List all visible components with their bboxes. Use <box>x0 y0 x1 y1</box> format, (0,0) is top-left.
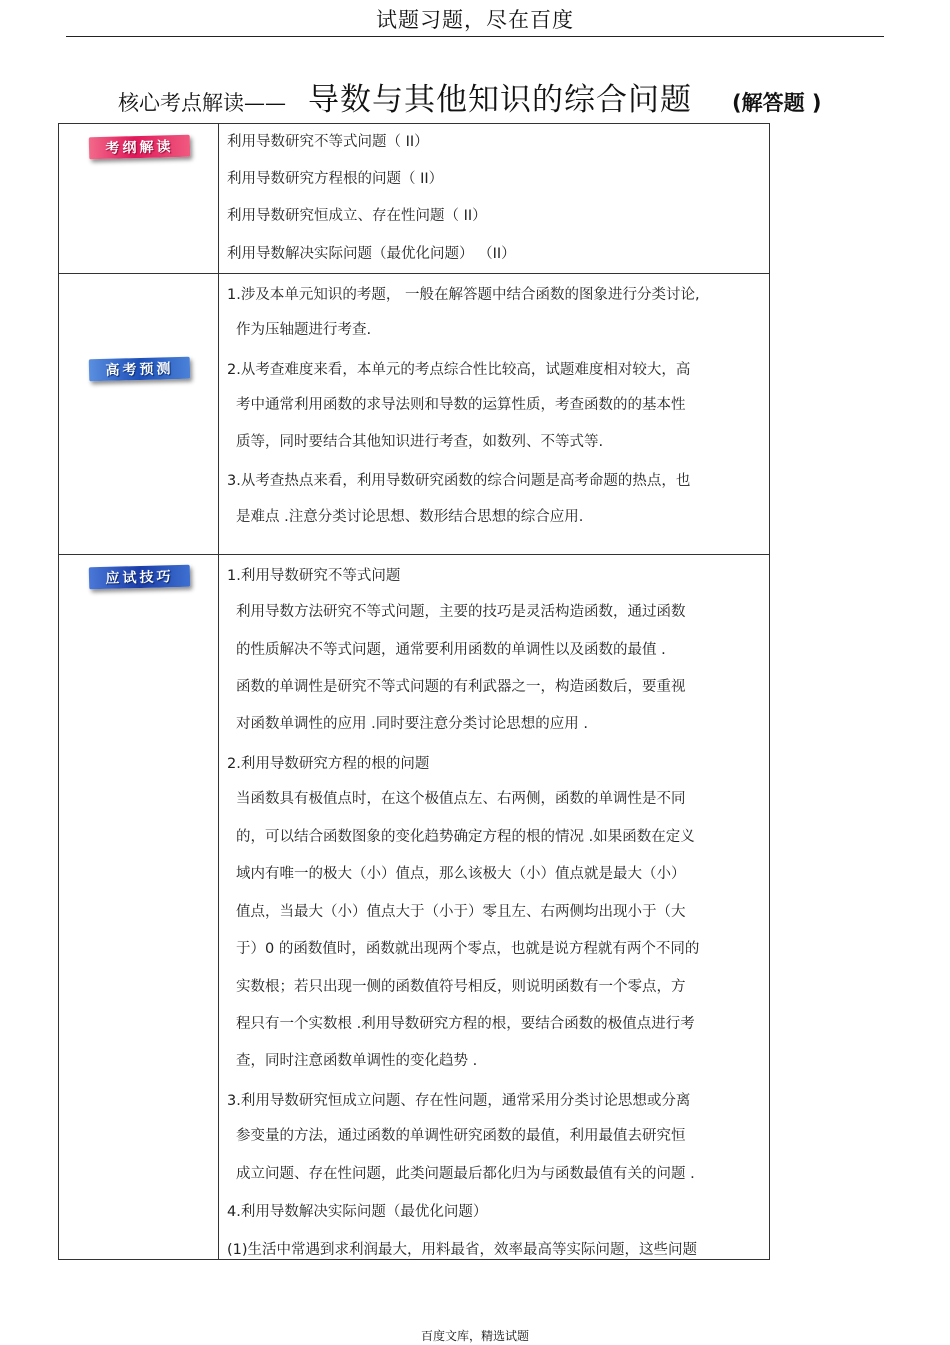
skills-line: 4.利用导数解决实际问题（最优化问题） <box>227 1204 488 1220</box>
document-title <box>118 74 822 118</box>
skills-row <box>59 554 769 1259</box>
skills-line: 函数的单调性是研究不等式问题的有利武器之一，构造函数后，要重视 <box>236 679 686 695</box>
skills-line: 的，可以结合函数图象的变化趋势确定方程的根的情况 .如果函数在定义 <box>236 829 695 845</box>
skills-line: 当函数具有极值点时，在这个极值点左、右两侧，函数的单调性是不同 <box>236 791 686 807</box>
forecast-line: 1.涉及本单元知识的考题， 一般在解答题中结合函数的图象进行分类讨论, <box>227 287 700 303</box>
skills-line: 值点，当最大（小）值点大于（小于）零且左、右两侧均出现小于（大 <box>236 904 686 920</box>
skills-line: 成立问题、存在性问题，此类问题最后都化归为与函数最值有关的问题 . <box>236 1166 695 1182</box>
forecast-badge: 高考预测 <box>89 357 191 382</box>
skills-line: 的性质解决不等式问题，通常要利用函数的单调性以及函数的最值 . <box>236 642 666 658</box>
skills-line: 程只有一个实数根 .利用导数研究方程的根，要结合函数的极值点进行考 <box>236 1016 695 1032</box>
skills-line: 1.利用导数研究不等式问题 <box>227 568 401 584</box>
title-prefix: 核心考点解读—— <box>118 91 286 115</box>
column-divider <box>218 554 219 1259</box>
title-suffix: (解答题 ) <box>732 91 822 115</box>
skills-line: 利用导数方法研究不等式问题，主要的技巧是灵活构造函数，通过函数 <box>236 604 686 620</box>
skills-line: (1)生活中常遇到求利润最大，用料最省，效率最高等实际问题，这些问题 <box>227 1242 698 1258</box>
forecast-line: 是难点 .注意分类讨论思想、数形结合思想的综合应用. <box>236 509 584 525</box>
skills-line: 实数根；若只出现一侧的函数值符号相反，则说明函数有一个零点，方 <box>236 979 686 995</box>
forecast-line: 质等，同时要结合其他知识进行考查，如数列、不等式等. <box>236 434 604 450</box>
skills-line: 参变量的方法，通过函数的单调性研究函数的最值，利用最值去研究恒 <box>236 1128 686 1144</box>
outline-line: 利用导数解决实际问题（最优化问题） （II） <box>227 246 516 262</box>
column-divider <box>218 273 219 554</box>
title-main: 导数与其他知识的综合问题 <box>308 82 692 118</box>
forecast-row <box>59 273 769 555</box>
outline-line: 利用导数研究不等式问题（ II） <box>227 134 429 150</box>
forecast-line: 2.从考查难度来看，本单元的考点综合性比较高，试题难度相对较大，高 <box>227 362 691 378</box>
forecast-line: 3.从考查热点来看，利用导数研究函数的综合问题是高考命题的热点，也 <box>227 473 691 489</box>
skills-line: 查，同时注意函数单调性的变化趋势 . <box>236 1053 478 1069</box>
column-divider <box>218 124 219 273</box>
skills-line: 2.利用导数研究方程的根的问题 <box>227 756 430 772</box>
page-header: 试题习题，尽在百度 <box>376 8 574 32</box>
skills-line: 于）0 的函数值时，函数就出现两个零点，也就是说方程就有两个不同的 <box>236 941 700 957</box>
outline-line: 利用导数研究恒成立、存在性问题（ II） <box>227 208 487 224</box>
skills-line: 对函数单调性的应用 .同时要注意分类讨论思想的应用 . <box>236 716 588 732</box>
forecast-line: 考中通常利用函数的求导法则和导数的运算性质，考查函数的的基本性 <box>236 397 686 413</box>
skills-line: 3.利用导数研究恒成立问题、存在性问题，通常采用分类讨论思想或分离 <box>227 1093 691 1109</box>
outline-row <box>59 124 769 274</box>
header-divider <box>66 36 884 37</box>
forecast-line: 作为压轴题进行考查. <box>236 322 372 338</box>
page-footer: 百度文库，精选试题 <box>420 1329 529 1343</box>
outline-line: 利用导数研究方程根的问题（ II） <box>227 171 444 187</box>
content-table <box>58 123 770 1260</box>
outline-badge: 考纲解读 <box>89 135 191 160</box>
skills-badge: 应试技巧 <box>89 565 191 590</box>
skills-line: 域内有唯一的极大（小）值点，那么该极大（小）值点就是最大（小） <box>236 866 686 882</box>
